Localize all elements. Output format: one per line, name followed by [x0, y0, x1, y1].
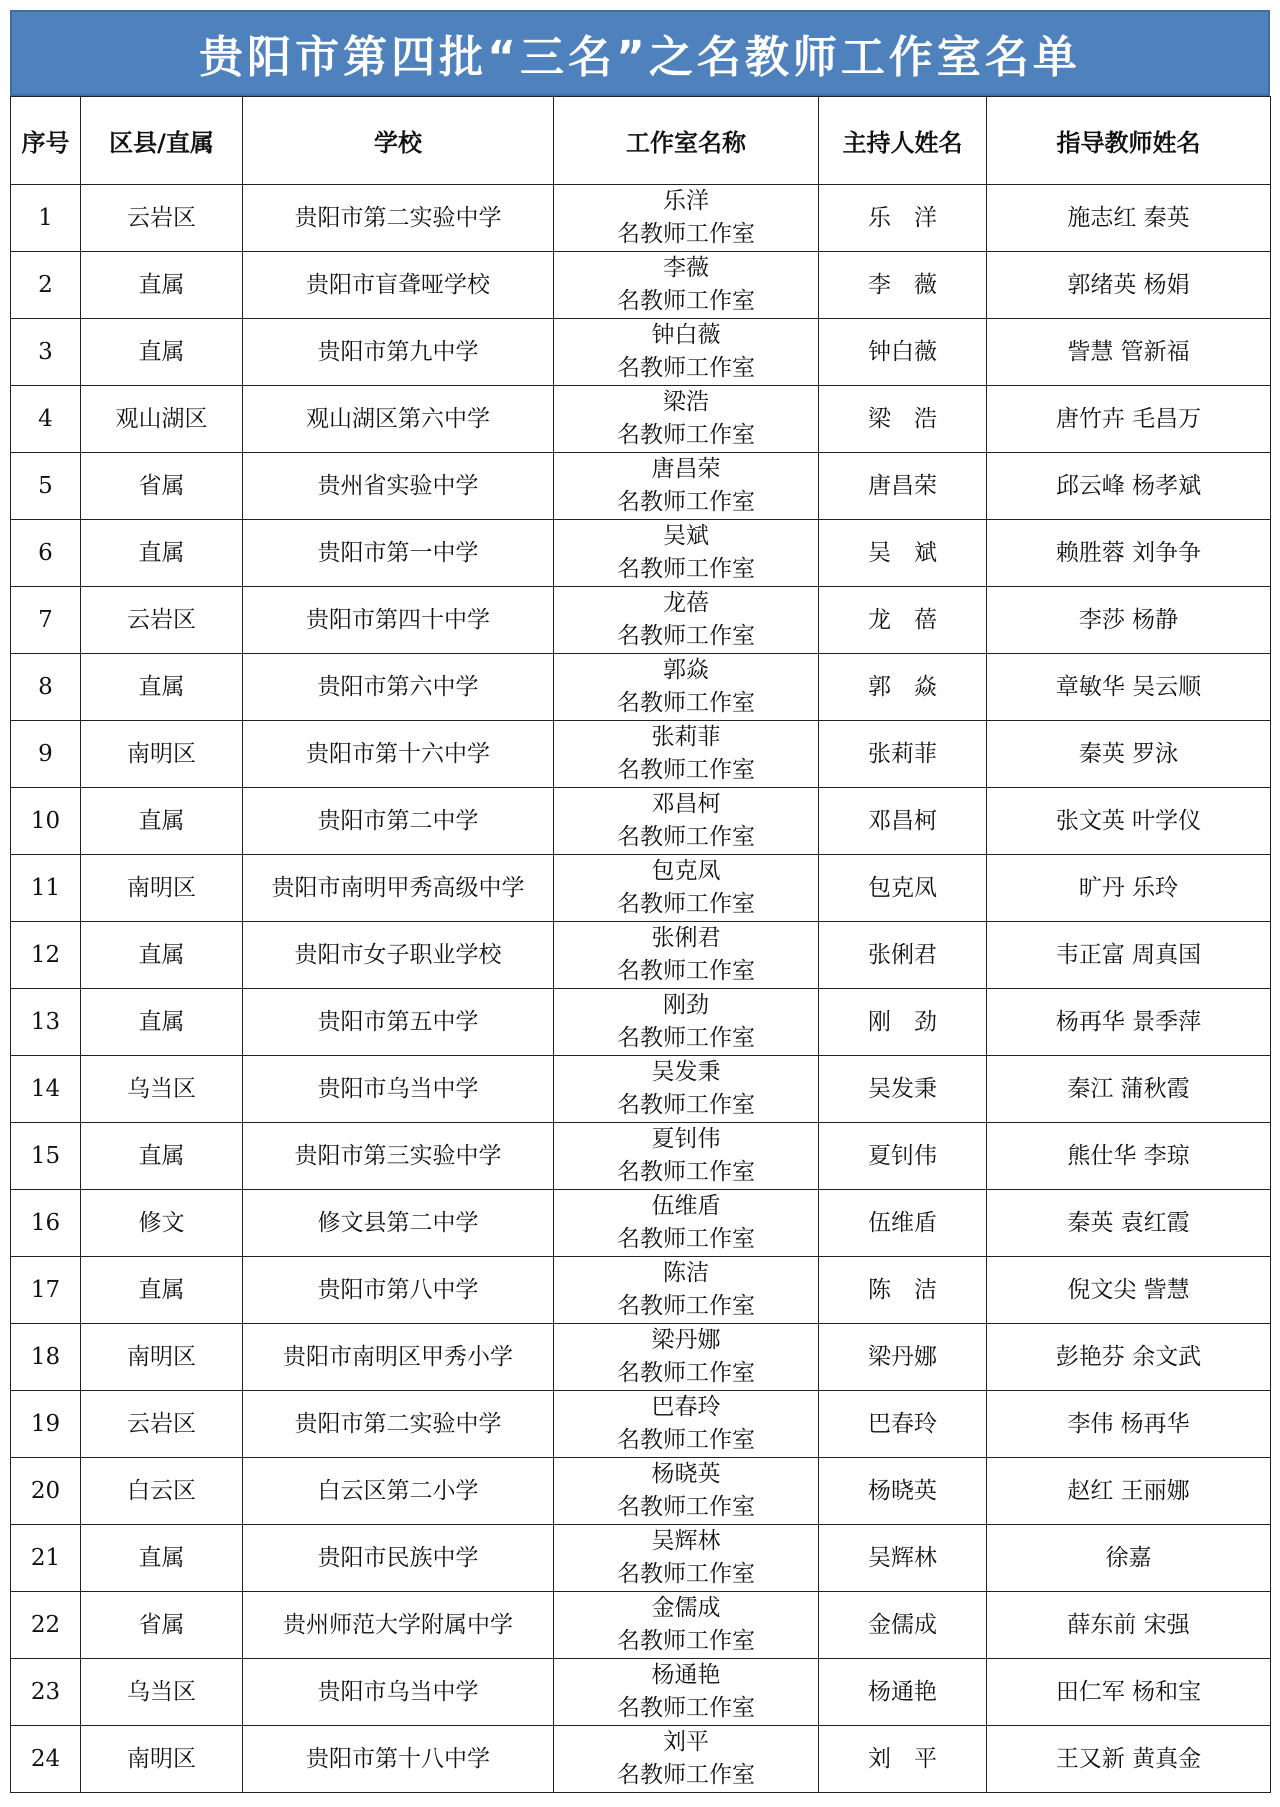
row-index: 6 — [11, 520, 81, 587]
row-index: 2 — [11, 252, 81, 319]
row-host-name: 吴辉林 — [819, 1525, 987, 1592]
row-studio-name — [554, 1257, 819, 1324]
row-host-name: 龙 蓓 — [819, 587, 987, 654]
table-row — [11, 1592, 1271, 1659]
studio-suffix: 名教师工作室 — [617, 958, 755, 984]
row-index: 15 — [11, 1123, 81, 1190]
row-studio-name — [554, 855, 819, 922]
row-district: 直属 — [81, 1525, 243, 1592]
studio-person-name: 梁浩 — [663, 389, 709, 415]
studio-suffix: 名教师工作室 — [617, 221, 755, 247]
row-mentor-names: 韦正富 周真国 — [987, 922, 1271, 989]
document-page — [10, 10, 1270, 1793]
row-studio-name — [554, 1056, 819, 1123]
row-index: 23 — [11, 1659, 81, 1726]
row-index: 13 — [11, 989, 81, 1056]
table-row — [11, 1391, 1271, 1458]
studio-person-name: 龙蓓 — [663, 590, 709, 616]
row-index: 4 — [11, 386, 81, 453]
studio-person-name: 杨晓英 — [651, 1461, 721, 1487]
studio-suffix: 名教师工作室 — [617, 1293, 755, 1319]
studio-suffix: 名教师工作室 — [617, 690, 755, 716]
row-index: 20 — [11, 1458, 81, 1525]
row-host-name: 陈 洁 — [819, 1257, 987, 1324]
row-studio-name — [554, 453, 819, 520]
row-school: 贵阳市乌当中学 — [243, 1659, 554, 1726]
table-row — [11, 1324, 1271, 1391]
row-school: 贵阳市第十六中学 — [243, 721, 554, 788]
studio-suffix: 名教师工作室 — [617, 556, 755, 582]
row-district: 直属 — [81, 1257, 243, 1324]
row-index: 14 — [11, 1056, 81, 1123]
row-mentor-names: 王又新 黄真金 — [987, 1726, 1271, 1793]
table-body — [11, 185, 1271, 1793]
row-mentor-names: 熊仕华 李琼 — [987, 1123, 1271, 1190]
row-district: 南明区 — [81, 855, 243, 922]
row-district: 直属 — [81, 1123, 243, 1190]
row-school: 修文县第二中学 — [243, 1190, 554, 1257]
table-row — [11, 1123, 1271, 1190]
studio-person-name: 吴辉林 — [651, 1528, 721, 1554]
row-mentor-names: 秦英 袁红霞 — [987, 1190, 1271, 1257]
studio-person-name: 唐昌荣 — [651, 456, 721, 482]
row-mentor-names: 施志红 秦英 — [987, 185, 1271, 252]
table-row — [11, 1458, 1271, 1525]
table-row — [11, 319, 1271, 386]
row-school: 贵阳市第九中学 — [243, 319, 554, 386]
row-mentor-names: 章敏华 吴云顺 — [987, 654, 1271, 721]
row-studio-name — [554, 989, 819, 1056]
studio-person-name: 乐洋 — [663, 188, 709, 214]
row-school: 贵阳市女子职业学校 — [243, 922, 554, 989]
header-studio-name: 工作室名称 — [554, 97, 819, 185]
row-school: 贵阳市第四十中学 — [243, 587, 554, 654]
row-studio-name — [554, 1458, 819, 1525]
row-school: 贵阳市乌当中学 — [243, 1056, 554, 1123]
row-mentor-names: 倪文尖 訾慧 — [987, 1257, 1271, 1324]
row-school: 贵阳市第六中学 — [243, 654, 554, 721]
table-row — [11, 185, 1271, 252]
studio-suffix: 名教师工作室 — [617, 1025, 755, 1051]
row-district: 乌当区 — [81, 1056, 243, 1123]
row-host-name: 郭 焱 — [819, 654, 987, 721]
studio-suffix: 名教师工作室 — [617, 891, 755, 917]
studio-person-name: 张俐君 — [651, 925, 721, 951]
row-school: 贵州师范大学附属中学 — [243, 1592, 554, 1659]
table-row — [11, 1726, 1271, 1793]
row-district: 乌当区 — [81, 1659, 243, 1726]
row-mentor-names: 杨再华 景季萍 — [987, 989, 1271, 1056]
studio-person-name: 夏钊伟 — [651, 1126, 721, 1152]
row-host-name: 张俐君 — [819, 922, 987, 989]
row-mentor-names: 张文英 叶学仪 — [987, 788, 1271, 855]
studio-suffix: 名教师工作室 — [617, 1427, 755, 1453]
row-host-name: 唐昌荣 — [819, 453, 987, 520]
studio-list-table — [10, 96, 1271, 1793]
row-host-name: 邓昌柯 — [819, 788, 987, 855]
table-header-row — [11, 97, 1271, 185]
studio-person-name: 陈洁 — [663, 1260, 709, 1286]
row-district: 省属 — [81, 453, 243, 520]
studio-person-name: 梁丹娜 — [651, 1327, 721, 1353]
studio-suffix: 名教师工作室 — [617, 1561, 755, 1587]
row-index: 22 — [11, 1592, 81, 1659]
studio-suffix: 名教师工作室 — [617, 623, 755, 649]
studio-person-name: 钟白薇 — [651, 322, 721, 348]
row-host-name: 金儒成 — [819, 1592, 987, 1659]
row-school: 贵阳市南明区甲秀小学 — [243, 1324, 554, 1391]
table-row — [11, 855, 1271, 922]
table-row — [11, 1056, 1271, 1123]
row-mentor-names: 秦江 蒲秋霞 — [987, 1056, 1271, 1123]
row-host-name: 吴发秉 — [819, 1056, 987, 1123]
studio-person-name: 刘平 — [663, 1729, 709, 1755]
row-district: 观山湖区 — [81, 386, 243, 453]
table-row — [11, 252, 1271, 319]
table-row — [11, 1257, 1271, 1324]
row-school: 贵州省实验中学 — [243, 453, 554, 520]
studio-suffix: 名教师工作室 — [617, 1159, 755, 1185]
studio-suffix: 名教师工作室 — [617, 489, 755, 515]
row-studio-name — [554, 1525, 819, 1592]
row-district: 省属 — [81, 1592, 243, 1659]
row-district: 直属 — [81, 654, 243, 721]
row-host-name: 乐 洋 — [819, 185, 987, 252]
row-mentor-names: 薛东前 宋强 — [987, 1592, 1271, 1659]
row-studio-name — [554, 922, 819, 989]
row-index: 5 — [11, 453, 81, 520]
row-school: 贵阳市第二中学 — [243, 788, 554, 855]
studio-suffix: 名教师工作室 — [617, 1494, 755, 1520]
row-host-name: 刘 平 — [819, 1726, 987, 1793]
row-mentor-names: 訾慧 管新福 — [987, 319, 1271, 386]
table-row — [11, 1659, 1271, 1726]
row-school: 贵阳市民族中学 — [243, 1525, 554, 1592]
table-row — [11, 721, 1271, 788]
row-mentor-names: 旷丹 乐玲 — [987, 855, 1271, 922]
row-index: 3 — [11, 319, 81, 386]
table-row — [11, 1525, 1271, 1592]
row-index: 10 — [11, 788, 81, 855]
row-host-name: 杨晓英 — [819, 1458, 987, 1525]
row-studio-name — [554, 1391, 819, 1458]
row-index: 9 — [11, 721, 81, 788]
row-district: 直属 — [81, 520, 243, 587]
row-index: 18 — [11, 1324, 81, 1391]
table-row — [11, 989, 1271, 1056]
row-district: 直属 — [81, 252, 243, 319]
row-school: 观山湖区第六中学 — [243, 386, 554, 453]
row-district: 南明区 — [81, 1726, 243, 1793]
row-district: 直属 — [81, 989, 243, 1056]
row-studio-name — [554, 1123, 819, 1190]
row-district: 直属 — [81, 788, 243, 855]
row-host-name: 梁丹娜 — [819, 1324, 987, 1391]
row-mentor-names: 唐竹卉 毛昌万 — [987, 386, 1271, 453]
row-host-name: 刚 劲 — [819, 989, 987, 1056]
row-host-name: 梁 浩 — [819, 386, 987, 453]
row-studio-name — [554, 1190, 819, 1257]
row-mentor-names: 赖胜蓉 刘争争 — [987, 520, 1271, 587]
row-index: 11 — [11, 855, 81, 922]
table-row — [11, 788, 1271, 855]
row-index: 24 — [11, 1726, 81, 1793]
row-host-name: 钟白薇 — [819, 319, 987, 386]
row-school: 贵阳市盲聋哑学校 — [243, 252, 554, 319]
table-row — [11, 1190, 1271, 1257]
row-studio-name — [554, 1592, 819, 1659]
row-host-name: 包克凤 — [819, 855, 987, 922]
studio-person-name: 吴发秉 — [651, 1059, 721, 1085]
row-studio-name — [554, 386, 819, 453]
row-studio-name — [554, 654, 819, 721]
row-mentor-names: 彭艳芬 余文武 — [987, 1324, 1271, 1391]
row-studio-name — [554, 788, 819, 855]
row-studio-name — [554, 587, 819, 654]
row-host-name: 夏钊伟 — [819, 1123, 987, 1190]
row-district: 白云区 — [81, 1458, 243, 1525]
row-district: 修文 — [81, 1190, 243, 1257]
studio-person-name: 郭焱 — [663, 657, 709, 683]
row-host-name: 李 薇 — [819, 252, 987, 319]
row-district: 直属 — [81, 319, 243, 386]
row-district: 云岩区 — [81, 587, 243, 654]
studio-person-name: 金儒成 — [651, 1595, 721, 1621]
table-row — [11, 386, 1271, 453]
studio-person-name: 邓昌柯 — [651, 791, 721, 817]
row-index: 7 — [11, 587, 81, 654]
studio-suffix: 名教师工作室 — [617, 1360, 755, 1386]
row-school: 白云区第二小学 — [243, 1458, 554, 1525]
document-title: 贵阳市第四批“三名”之名教师工作室名单 — [199, 32, 1081, 83]
row-studio-name — [554, 319, 819, 386]
studio-person-name: 李薇 — [663, 255, 709, 281]
row-host-name: 伍维盾 — [819, 1190, 987, 1257]
row-mentor-names: 秦英 罗泳 — [987, 721, 1271, 788]
table-row — [11, 587, 1271, 654]
row-school: 贵阳市第三实验中学 — [243, 1123, 554, 1190]
title-banner — [10, 10, 1270, 96]
header-mentor-names: 指导教师姓名 — [987, 97, 1271, 185]
row-mentor-names: 邱云峰 杨孝斌 — [987, 453, 1271, 520]
header-school: 学校 — [243, 97, 554, 185]
row-district: 云岩区 — [81, 185, 243, 252]
row-index: 17 — [11, 1257, 81, 1324]
row-school: 贵阳市第二实验中学 — [243, 1391, 554, 1458]
studio-person-name: 张莉菲 — [651, 724, 721, 750]
studio-person-name: 伍维盾 — [651, 1193, 721, 1219]
table-row — [11, 520, 1271, 587]
studio-suffix: 名教师工作室 — [617, 1762, 755, 1788]
row-mentor-names: 赵红 王丽娜 — [987, 1458, 1271, 1525]
row-index: 16 — [11, 1190, 81, 1257]
row-mentor-names: 李伟 杨再华 — [987, 1391, 1271, 1458]
row-studio-name — [554, 1726, 819, 1793]
studio-suffix: 名教师工作室 — [617, 422, 755, 448]
row-host-name: 杨通艳 — [819, 1659, 987, 1726]
studio-person-name: 巴春玲 — [651, 1394, 721, 1420]
row-host-name: 巴春玲 — [819, 1391, 987, 1458]
row-studio-name — [554, 520, 819, 587]
row-district: 南明区 — [81, 721, 243, 788]
row-studio-name — [554, 1659, 819, 1726]
row-school: 贵阳市第一中学 — [243, 520, 554, 587]
row-district: 直属 — [81, 922, 243, 989]
row-index: 1 — [11, 185, 81, 252]
row-district: 云岩区 — [81, 1391, 243, 1458]
studio-person-name: 杨通艳 — [651, 1662, 721, 1688]
row-host-name: 张莉菲 — [819, 721, 987, 788]
row-index: 21 — [11, 1525, 81, 1592]
studio-suffix: 名教师工作室 — [617, 824, 755, 850]
row-school: 贵阳市第二实验中学 — [243, 185, 554, 252]
row-studio-name — [554, 185, 819, 252]
row-mentor-names: 李莎 杨静 — [987, 587, 1271, 654]
studio-person-name: 刚劲 — [663, 992, 709, 1018]
table-row — [11, 922, 1271, 989]
header-district: 区县/直属 — [81, 97, 243, 185]
row-school: 贵阳市南明甲秀高级中学 — [243, 855, 554, 922]
studio-suffix: 名教师工作室 — [617, 1092, 755, 1118]
studio-person-name: 包克凤 — [651, 858, 721, 884]
row-index: 8 — [11, 654, 81, 721]
studio-suffix: 名教师工作室 — [617, 1628, 755, 1654]
header-host-name: 主持人姓名 — [819, 97, 987, 185]
row-school: 贵阳市第五中学 — [243, 989, 554, 1056]
header-index: 序号 — [11, 97, 81, 185]
row-school: 贵阳市第八中学 — [243, 1257, 554, 1324]
studio-suffix: 名教师工作室 — [617, 355, 755, 381]
row-studio-name — [554, 1324, 819, 1391]
row-host-name: 吴 斌 — [819, 520, 987, 587]
table-row — [11, 654, 1271, 721]
row-studio-name — [554, 721, 819, 788]
row-district: 南明区 — [81, 1324, 243, 1391]
studio-suffix: 名教师工作室 — [617, 757, 755, 783]
studio-suffix: 名教师工作室 — [617, 288, 755, 314]
row-index: 12 — [11, 922, 81, 989]
row-mentor-names: 田仁军 杨和宝 — [987, 1659, 1271, 1726]
row-mentor-names: 郭绪英 杨娟 — [987, 252, 1271, 319]
studio-suffix: 名教师工作室 — [617, 1226, 755, 1252]
studio-person-name: 吴斌 — [663, 523, 709, 549]
studio-suffix: 名教师工作室 — [617, 1695, 755, 1721]
row-index: 19 — [11, 1391, 81, 1458]
row-school: 贵阳市第十八中学 — [243, 1726, 554, 1793]
row-studio-name — [554, 252, 819, 319]
table-row — [11, 453, 1271, 520]
row-mentor-names: 徐嘉 — [987, 1525, 1271, 1592]
